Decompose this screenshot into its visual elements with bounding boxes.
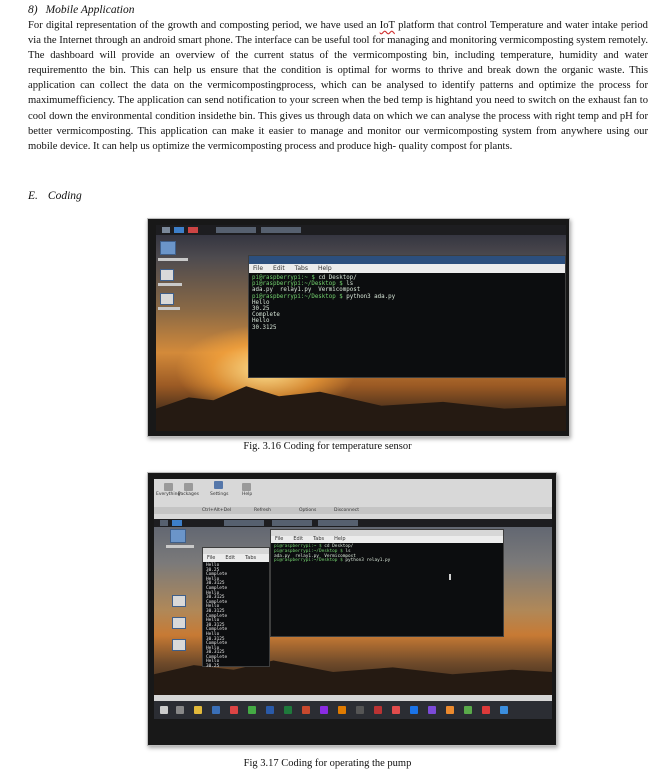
app-icon[interactable] [500, 706, 508, 714]
remote-taskbar [154, 519, 552, 527]
terminal-line: Hello [206, 590, 220, 596]
section-title: Coding [47, 190, 82, 202]
mountain-silhouette [156, 375, 566, 431]
terminal-line: Complete [206, 613, 228, 619]
terminal-window-relay[interactable] [270, 529, 504, 637]
terminal-line: Hello [206, 576, 220, 582]
file-icon [172, 617, 186, 629]
file-icon [160, 269, 174, 281]
trash-icon [160, 241, 176, 255]
terminal-text: 30.3125 [252, 324, 277, 331]
ppt-icon[interactable] [302, 706, 310, 714]
iot-word: IoT [379, 20, 395, 31]
trash-icon [170, 529, 186, 543]
app-icon[interactable] [482, 706, 490, 714]
menu-file[interactable]: File [253, 265, 264, 272]
ctrl-alt-del-button[interactable]: Ctrl+Alt+Del [202, 508, 232, 513]
terminal-line: Complete [206, 627, 228, 633]
terminal-prompt: pi@raspberrypi:~/Desktop $ [252, 281, 347, 288]
terminal-text: ls [345, 548, 351, 554]
menu-edit[interactable]: Edit [225, 555, 236, 561]
menu-tabs[interactable]: Tabs [313, 536, 325, 542]
terminal-text: ada.py relay1.py Vermicompost [274, 553, 356, 559]
terminal-text: python3 relay1.py [345, 558, 391, 564]
terminal-line: Complete [206, 585, 228, 591]
toolbar-label-packages: Packages [178, 492, 199, 497]
terminal-text: Complete [252, 312, 280, 319]
terminal-line: Complete [206, 572, 228, 578]
terminal-menubar [203, 554, 269, 562]
terminal-text: ada.py relay1.py Vermicompost [252, 287, 361, 294]
mouse-cursor [449, 574, 451, 580]
terminal-output[interactable] [249, 273, 565, 333]
menu-help[interactable]: Help [317, 265, 332, 272]
terminal-line [274, 559, 500, 564]
terminal-window[interactable] [248, 255, 566, 378]
terminal-text: cd Desktop/ [324, 544, 354, 549]
terminal-line: 30.3125 [206, 650, 225, 656]
terminal-menubar [249, 264, 565, 273]
terminal-menubar [271, 536, 503, 543]
help-icon[interactable] [242, 483, 251, 491]
toolbar-label-help: Help [242, 492, 253, 497]
toolbar-label-everything: Everything [156, 492, 181, 497]
terminal-titlebar[interactable] [249, 256, 565, 264]
terminal-line: Complete [206, 599, 228, 605]
disconnect-button[interactable]: Disconnect [334, 508, 359, 513]
subsection-title: Mobile Application [45, 4, 135, 16]
section-heading-coding [28, 190, 82, 202]
terminal-text: python3 ada.py [346, 293, 396, 300]
file-icon [172, 595, 186, 607]
app-icon[interactable] [464, 706, 472, 714]
terminal-line: Hello [206, 618, 220, 624]
terminal-output[interactable] [203, 562, 269, 672]
app-icon[interactable] [392, 706, 400, 714]
terminal-line: Complete [206, 641, 228, 647]
menu-icon[interactable] [164, 483, 173, 491]
app-icon[interactable] [230, 706, 238, 714]
host-taskbar [154, 695, 552, 719]
packages-icon[interactable] [184, 483, 193, 491]
app-icon[interactable] [428, 706, 436, 714]
folder-icon[interactable] [194, 706, 202, 714]
app-icon[interactable] [338, 706, 346, 714]
menu-tabs[interactable]: Tabs [245, 555, 257, 561]
terminal-line: Hello [206, 659, 220, 665]
terminal-prompt: pi@raspberrypi:~ $ [252, 275, 319, 281]
section-number: E. [28, 190, 38, 202]
terminal-prompt: pi@raspberrypi:~/Desktop $ [274, 558, 346, 564]
terminal-line: 30.3125 [206, 636, 225, 642]
terminal-line: Hello [206, 645, 220, 651]
start-icon[interactable] [160, 706, 168, 714]
figure-caption-3-17: Fig 3.17 Coding for operating the pump [243, 758, 412, 769]
menu-tabs[interactable]: Tabs [294, 265, 308, 272]
vnc-toolbar [154, 479, 552, 519]
terminal-line: 30.3125 [206, 622, 225, 628]
refresh-button[interactable]: Refresh [254, 508, 271, 513]
menu-help[interactable]: Help [334, 536, 346, 542]
terminal-prompt: pi@raspberrypi:~/Desktop $ [274, 548, 346, 554]
terminal-line: Complete [206, 654, 228, 660]
app-icon[interactable] [356, 706, 364, 714]
paragraph-text-rest: platform that control Temperature and water intake period via the Internet through an android smart phone. The interface can be useful tool for managing and monitoring vermicomposting system remotely. The dashboard will provide an overview of the current status of the vermicomposting bin, including temperature, humidity and water requirementto the bin. This can help us ensure that the condition is optimal for worms to thrive and break down the organic waste. This application can collect the data on the vermicompostingprocess, which can be analysed to identify patterns and optimize the process for maximumefficiency. The application can send notification to your screen when the bed temp is hightand you need to switch on the exhaust fan to cool down the environmental condition insidethe bin. This gives us through data on which we can analyse the process with right temp and pH for better vermicomposting. This application can make it easier to manage and monitor our vermicomposting system from anywhere using our mobile device. It can help us optimize the vermicomposting process and produce high- quality compost for plants. [28, 20, 648, 152]
app-icon[interactable] [446, 706, 454, 714]
desktop-taskbar [156, 225, 566, 235]
terminal-text: Hello [252, 318, 270, 325]
settings-icon[interactable] [214, 481, 223, 489]
app-icon[interactable] [320, 706, 328, 714]
app-icon[interactable] [410, 706, 418, 714]
terminal-text: cd Desktop/ [318, 275, 357, 281]
terminal-line: Hello [206, 563, 220, 568]
excel-icon[interactable] [284, 706, 292, 714]
terminal-text: ls [346, 281, 354, 288]
terminal-line: 30.3125 [206, 608, 225, 614]
figure-temperature-sensor-photo [147, 218, 570, 437]
terminal-line: Hello [206, 631, 220, 637]
terminal-output[interactable] [271, 543, 503, 566]
terminal-line [252, 325, 562, 331]
figure-caption-3-16: Fig. 3.16 Coding for temperature sensor [243, 441, 412, 452]
terminal-line: 30.3125 [206, 595, 225, 601]
terminal-text: 30.25 [252, 306, 270, 313]
remote-desktop-screen [154, 519, 552, 695]
terminal-window-output[interactable] [202, 547, 270, 670]
options-button[interactable]: Options [299, 508, 317, 513]
terminal-prompt: pi@raspberrypi:~ $ [274, 544, 325, 549]
terminal-text: Hello [252, 299, 270, 306]
app-icon[interactable] [248, 706, 256, 714]
terminal-line: 30.25 [206, 567, 220, 573]
file-icon [172, 639, 186, 651]
word-icon[interactable] [266, 706, 274, 714]
terminal-line: Hello [206, 604, 220, 610]
paragraph-text-start: For digital representation of the growth and composting period, we have used an [28, 20, 380, 31]
search-icon[interactable] [176, 706, 184, 714]
terminal-line: 30.3125 [206, 581, 225, 587]
toolbar-label-settings: Settings [210, 492, 229, 497]
subsection-heading-mobile [28, 4, 135, 16]
desktop-screen [156, 225, 566, 431]
file-icon [160, 293, 174, 305]
menu-edit[interactable]: Edit [293, 536, 304, 542]
edge-icon[interactable] [212, 706, 220, 714]
mobile-paragraph [28, 18, 648, 154]
terminal-line: 30.25 [206, 664, 220, 670]
menu-file[interactable]: File [275, 536, 284, 542]
terminal-prompt: pi@raspberrypi:~/Desktop $ [252, 293, 347, 300]
menu-file[interactable]: File [207, 555, 216, 561]
app-icon[interactable] [374, 706, 382, 714]
menu-edit[interactable]: Edit [273, 265, 285, 272]
figure-pump-photo [147, 472, 557, 746]
subsection-number: 8) [28, 4, 38, 16]
